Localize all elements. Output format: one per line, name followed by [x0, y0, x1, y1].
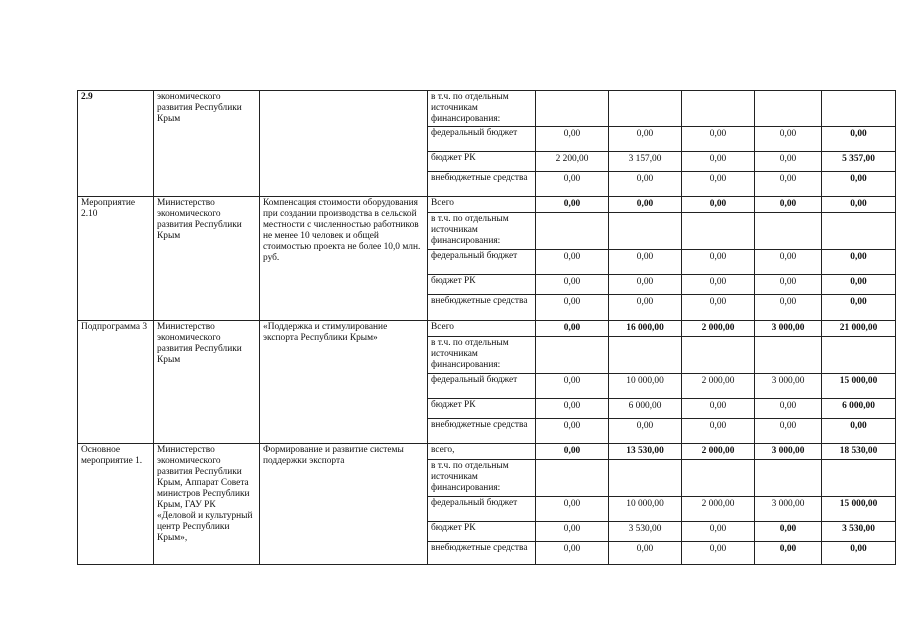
table-cell: 0,00 [536, 444, 609, 460]
table-cell: Всего [428, 321, 536, 337]
table-row [78, 444, 896, 460]
table-cell: 0,00 [536, 374, 609, 399]
financing-table [77, 90, 896, 565]
table-cell: 0,00 [682, 295, 755, 321]
table-cell [682, 337, 755, 374]
table-cell: 0,00 [536, 197, 609, 213]
table-cell: Всего [428, 197, 536, 213]
table-cell: в т.ч. по отдельным источникам финансирования: [428, 337, 536, 374]
table-cell: в т.ч. по отдельным источникам финансирования: [428, 213, 536, 250]
table-cell: 2.9 [78, 91, 154, 197]
table-cell: 16 000,00 [609, 321, 682, 337]
table-cell: в т.ч. по отдельным источникам финансирования: [428, 460, 536, 497]
table-cell [682, 213, 755, 250]
table-cell: 0,00 [822, 127, 896, 152]
table-cell: 2 200,00 [536, 152, 609, 172]
table-cell: «Поддержка и стимулирование экспорта Республики Крым» [260, 321, 428, 444]
table-cell [755, 460, 822, 497]
table-cell [682, 91, 755, 127]
table-cell [536, 213, 609, 250]
table-cell: бюджет РК [428, 152, 536, 172]
table-cell: 0,00 [536, 419, 609, 444]
table-cell: 15 000,00 [822, 497, 896, 522]
table-cell: 2 000,00 [682, 497, 755, 522]
table-cell: внебюджетные средства [428, 295, 536, 321]
table-cell: федеральный бюджет [428, 127, 536, 152]
table-cell: внебюджетные средства [428, 172, 536, 197]
table-cell: 0,00 [682, 275, 755, 295]
table-cell: 0,00 [822, 250, 896, 275]
table-cell: 15 000,00 [822, 374, 896, 399]
table-cell: 0,00 [822, 197, 896, 213]
table-cell [536, 337, 609, 374]
table-cell: 3 000,00 [755, 321, 822, 337]
table-cell: 6 000,00 [609, 399, 682, 419]
table-cell: внебюджетные средства [428, 542, 536, 565]
table-cell: 13 530,00 [609, 444, 682, 460]
table-cell: 3 157,00 [609, 152, 682, 172]
table-cell [755, 213, 822, 250]
table-cell: 5 357,00 [822, 152, 896, 172]
table-cell: 0,00 [536, 250, 609, 275]
table-cell: 0,00 [536, 399, 609, 419]
table-row [78, 91, 896, 127]
table-cell: 3 000,00 [755, 444, 822, 460]
table-cell: 0,00 [536, 275, 609, 295]
table-cell: федеральный бюджет [428, 374, 536, 399]
table-cell: 2 000,00 [682, 374, 755, 399]
table-row [78, 197, 896, 213]
table-cell: 0,00 [536, 321, 609, 337]
table-cell [536, 460, 609, 497]
table-cell [755, 337, 822, 374]
table-cell: 0,00 [822, 172, 896, 197]
table-cell: Подпрограмма 3 [78, 321, 154, 444]
table-cell: 6 000,00 [822, 399, 896, 419]
table-cell: внебюджетные средства [428, 419, 536, 444]
table-cell: всего, [428, 444, 536, 460]
table-cell: 0,00 [536, 127, 609, 152]
table-cell: 0,00 [755, 152, 822, 172]
table-cell: 0,00 [682, 250, 755, 275]
table-cell [755, 91, 822, 127]
table-cell: Мероприятие 2.10 [78, 197, 154, 321]
table-cell: 0,00 [682, 522, 755, 542]
table-cell: 0,00 [755, 275, 822, 295]
table-cell: федеральный бюджет [428, 250, 536, 275]
table-cell: в т.ч. по отдельным источникам финансирования: [428, 91, 536, 127]
table-cell: 0,00 [609, 250, 682, 275]
table-cell: 0,00 [536, 522, 609, 542]
table-cell: 0,00 [609, 542, 682, 565]
table-cell: 0,00 [755, 197, 822, 213]
table-cell: 0,00 [682, 172, 755, 197]
table-cell [609, 460, 682, 497]
table-cell: 10 000,00 [609, 374, 682, 399]
table-cell [822, 337, 896, 374]
table-cell: 0,00 [682, 399, 755, 419]
table-cell: 0,00 [755, 542, 822, 565]
table-cell: 0,00 [755, 172, 822, 197]
table-cell [536, 91, 609, 127]
table-cell [609, 213, 682, 250]
table-cell: 0,00 [822, 419, 896, 444]
table-cell [609, 337, 682, 374]
table-cell: 0,00 [755, 127, 822, 152]
table-cell: 0,00 [609, 295, 682, 321]
table-cell: бюджет РК [428, 399, 536, 419]
table-cell [260, 91, 428, 197]
table-row [78, 321, 896, 337]
table-cell: 0,00 [609, 419, 682, 444]
table-cell: экономического развития Республики Крым [154, 91, 260, 197]
table-cell: бюджет РК [428, 275, 536, 295]
table-cell: 0,00 [682, 419, 755, 444]
table-cell: 0,00 [682, 152, 755, 172]
table-cell [682, 460, 755, 497]
table-cell: Министерство экономического развития Республики Крым, Аппарат Совета министров Республики Крым, ГАУ РК «Деловой и культурный центр Республики Крым», [154, 444, 260, 565]
table-cell: 10 000,00 [609, 497, 682, 522]
table-cell: 21 000,00 [822, 321, 896, 337]
financing-table-body [78, 91, 896, 565]
table-cell: 3 530,00 [609, 522, 682, 542]
table-cell: 3 000,00 [755, 374, 822, 399]
table-cell: бюджет РК [428, 522, 536, 542]
table-cell: 3 000,00 [755, 497, 822, 522]
table-cell: 0,00 [682, 542, 755, 565]
table-cell: 0,00 [822, 275, 896, 295]
table-cell: Основное мероприятие 1. [78, 444, 154, 565]
table-cell: 0,00 [755, 522, 822, 542]
table-cell: 0,00 [755, 419, 822, 444]
table-cell: Компенсация стоимости оборудования при создании производства в сельской местности с численностью работников не менее 10 человек и общей стоимостью проекта не более 10,0 млн. руб. [260, 197, 428, 321]
table-cell: 0,00 [609, 127, 682, 152]
table-cell: 18 530,00 [822, 444, 896, 460]
table-cell: 0,00 [682, 197, 755, 213]
table-cell: 0,00 [755, 399, 822, 419]
table-cell [822, 460, 896, 497]
table-cell: 0,00 [755, 250, 822, 275]
table-cell: 0,00 [536, 172, 609, 197]
table-cell: Министерство экономического развития Республики Крым [154, 321, 260, 444]
table-cell: 2 000,00 [682, 321, 755, 337]
table-cell: 0,00 [755, 295, 822, 321]
table-cell: Министерство экономического развития Республики Крым [154, 197, 260, 321]
table-cell: 0,00 [609, 172, 682, 197]
table-cell: 0,00 [536, 497, 609, 522]
table-cell: 0,00 [536, 295, 609, 321]
table-cell: 0,00 [822, 295, 896, 321]
table-cell: 0,00 [682, 127, 755, 152]
table-cell: 0,00 [609, 197, 682, 213]
table-cell: Формирование и развитие системы поддержки экспорта [260, 444, 428, 565]
table-cell: 0,00 [822, 542, 896, 565]
table-cell: федеральный бюджет [428, 497, 536, 522]
table-cell: 2 000,00 [682, 444, 755, 460]
table-cell: 3 530,00 [822, 522, 896, 542]
table-cell: 0,00 [609, 275, 682, 295]
table-cell [822, 213, 896, 250]
table-cell: 0,00 [536, 542, 609, 565]
table-cell [609, 91, 682, 127]
table-cell [822, 91, 896, 127]
